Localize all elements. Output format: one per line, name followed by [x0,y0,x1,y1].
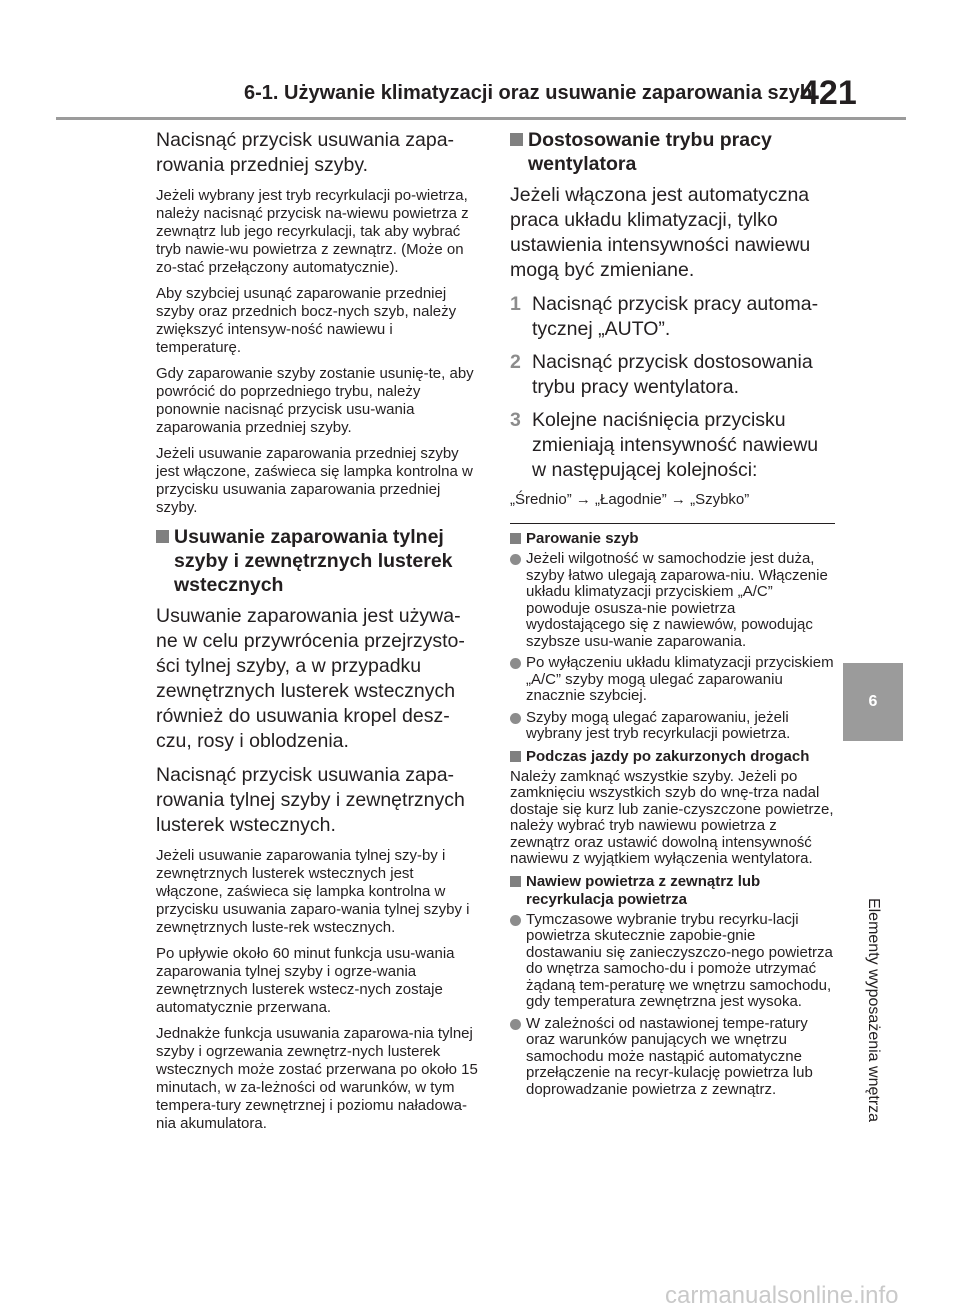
chapter-tab [843,663,903,741]
step-number: 1 [510,293,521,315]
info-bullet-text: Szyby mogą ulegać zaparowaniu, jeżeli wybrany jest tryb recyrkulacji powietrza. [526,708,791,742]
running-header: 6-1. Używanie klimatyzacji oraz usuwanie zaparowania szyb [244,82,812,104]
square-bullet-icon [510,876,521,887]
section-heading-fan-mode [510,128,835,176]
chapter-label: Elementy wyposażenia wnętrza [865,897,882,1123]
note-paragraph: Jednakże funkcja usuwania zaparowa-nia tylnej szyby i ogrzewania zewnętrz-nych lusterek wstecznych może zostać przerwana po około 15 minutach, w za-leżności od warunków, w tym tempera-tury zewnętrznej i poziomu naładowa-nia akumulatora. [156,1025,478,1132]
info-paragraph: Należy zamknąć wszystkie szyby. Jeżeli po zamknięciu wszystkich szyb do wnę-trza nadal dostaje się kurz lub zanie-czyszczone powietrze, należy wybrać tryb nawiewu powietrza z zewnątrz oraz ustawić dowolną intensywność nawiewu z wyjątkiem wyłączenia wentylatora. [510,767,834,867]
chapter-number: 6 [868,693,878,710]
square-bullet-icon [510,751,521,762]
circle-bullet-icon [510,1019,521,1030]
section-heading-text: Dostosowanie trybu pracy wentylatora [528,129,772,175]
circle-bullet-icon [510,658,521,669]
info-divider [510,523,835,524]
note-paragraph: Po upływie około 60 minut funkcja usu-wania zaparowania tylnej szyby i ogrze-wania zewnętrznych lusterek wstecz-nych zostaje automatycznie przerwana. [156,945,455,1016]
step-text: Nacisnąć przycisk dostosowania trybu pracy wentylatora. [532,351,813,398]
info-bullet [510,551,835,650]
note-paragraph: Jeżeli usuwanie zaparowania tylnej szy-by i zewnętrznych lusterek wstecznych jest włączone, zaświeca się lampka kontrolna w przycisku usuwania zaparo-wania tylnej szyby i zewnętrznych luste-rek wstecznych. [156,847,470,936]
square-bullet-icon [156,530,169,543]
info-bullet [510,710,835,743]
info-bullet [510,655,835,705]
info-bullet-text: Po wyłączeniu układu klimatyzacji przyciskiem „A/C” szyby mogą ulegać zaparowaniu znacznie szybciej. [526,654,834,704]
info-heading-air-intake [510,873,835,909]
square-bullet-icon [510,133,523,146]
note-paragraph: Jeżeli usuwanie zaparowania przedniej szyby jest włączone, zaświeca się lampka kontrolna w przycisku usuwania zaparowania przedniej szyby. [156,445,473,516]
step-text: Kolejne naciśnięcia przycisku zmieniają intensywność nawiewu w następującej kolejności: [532,409,819,481]
section-heading-text: Usuwanie zaparowania tylnej szyby i zewnętrznych lusterek wstecznych [174,526,453,596]
left-column [156,128,481,1141]
step-item [510,350,835,400]
step-number: 2 [510,351,521,373]
note-paragraph: Gdy zaparowanie szyby zostanie usunię-te, aby powrócić do poprzedniego trybu, należy ponownie nacisnąć przycisk usu-wania zaparowania przedniej szyby. [156,365,474,436]
info-heading-fogging [510,530,835,548]
step-number: 3 [510,409,521,431]
right-column [510,128,835,1103]
info-bullet-text: W zależności od nastawionej tempe-ratury oraz warunków panujących we wnętrzu samochodu może nastąpić automatyczne przełączenie na recyr-kulację powietrza lub doprowadzanie powietrza z zewnątrz. [526,1014,813,1098]
section-paragraph: Usuwanie zaparowania jest używa-ne w celu przywrócenia przejrzysto-ści tylnej szyby, a w przypadku zewnętrznych lusterek wstecznych również do usuwania kropel desz-czu, rosy i oblodzenia. [156,605,465,752]
section-paragraph: Nacisnąć przycisk usuwania zapa-rowania tylnej szyby i zewnętrznych lusterek wstecznych. [156,764,465,836]
circle-bullet-icon [510,915,521,926]
info-bullet-text: Tymczasowe wybranie trybu recyrku-lacji powietrza skutecznie zapobie-gnie dostawaniu się zanieczyszczo-nego powietrza do wnętrza samocho-du i pomoże utrzymać żądaną tem-peraturę we wnętrzu samochodu, gdy temperatura zewnętrzna jest wysoka. [526,910,833,1010]
info-bullet [510,912,835,1011]
note-paragraph: Aby szybciej usunąć zaparowanie przedniej szyby oraz przednich bocz-nych szyb, należy zwiększyć intensyw-ność nawiewu i temperaturę. [156,285,457,356]
note-paragraph: Jeżeli wybrany jest tryb recyrkulacji po-wietrza, należy nacisnąć przycisk na-wiewu powietrza z zewnątrz lub jego recyrkulacji, tak aby wybrać tryb nawie-wu powietrza z zewnątrz. (Może on zo-stać przełączony automatycznie). [156,187,469,276]
circle-bullet-icon [510,713,521,724]
info-heading-text: Parowanie szyb [526,530,639,547]
info-heading-text: Nawiew powietrza z zewnątrz lub recyrkulacja powietrza [526,872,761,908]
page-number: 421 [800,74,857,112]
step-item [510,408,835,483]
info-bullet [510,1016,835,1099]
step-item [510,292,835,342]
fan-speed-sequence: „Średnio” → „Łagodnie” → „Szybko” [510,491,750,508]
info-heading-text: Podczas jazdy po zakurzonych drogach [526,747,810,765]
watermark: carmanualsonline.info [665,1282,899,1309]
section-paragraph: Jeżeli włączona jest automatyczna praca układu klimatyzacji, tylko ustawienia intensywności nawiewu mogą być zmieniane. [510,184,811,281]
circle-bullet-icon [510,554,521,565]
info-bullet-text: Jeżeli wilgotność w samochodzie jest duża, szyby łatwo ulegają zaparowa-niu. Włączenie układu klimatyzacji przyciskiem „A/C” powoduje osusza-nie powietrza wydostającego się z nawiewów, powodując szybsze usu-wanie zaparowania. [526,550,828,650]
intro-paragraph: Nacisnąć przycisk usuwania zapa-rowania przedniej szyby. [156,129,455,176]
step-text: Nacisnąć przycisk pracy automa-tycznej „AUTO”. [532,293,819,340]
header-divider [56,117,906,120]
square-bullet-icon [510,533,521,544]
section-heading-rear-defog [156,525,481,597]
info-heading-dusty-roads [510,748,835,766]
